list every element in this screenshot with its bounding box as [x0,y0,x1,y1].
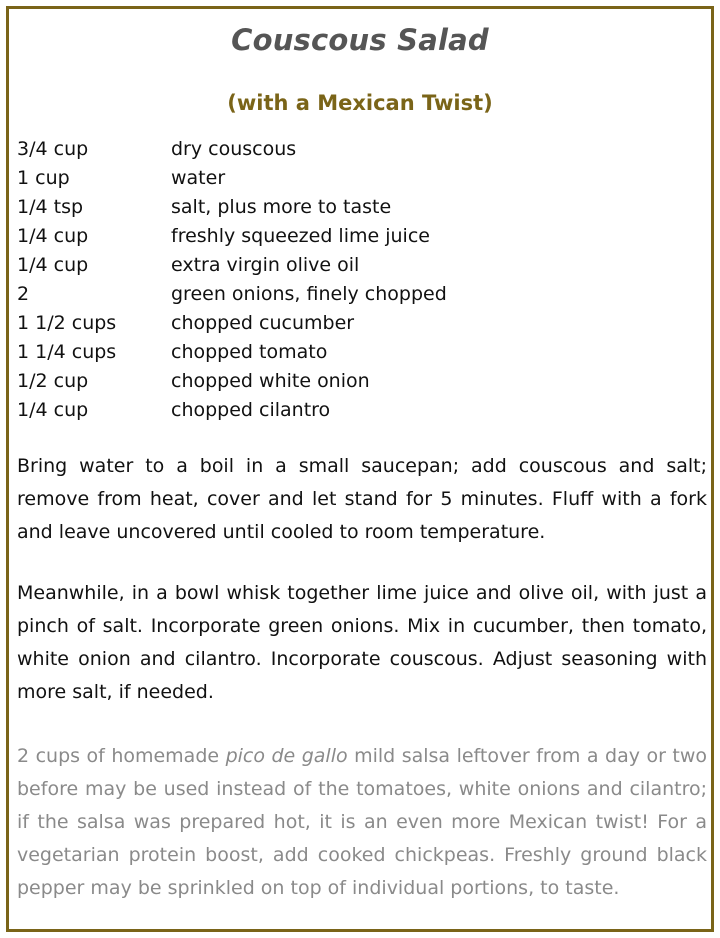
ingredient-quantity: 1 cup [17,167,70,189]
ingredient-row [17,367,697,396]
ingredient-quantity: 1/2 cup [17,370,89,392]
ingredient-row [17,135,697,164]
note-text-after: mild salsa leftover from a day or two before may be used instead of the tomatoes, white onions and cilantro; if the salsa was prepared hot, it is an even more Mexican twist! For a vegetarian protein boost, add cooked chickpeas. Freshly ground black pepper may be sprinkled on top of individual portions, to taste. [17,745,708,899]
recipe-subtitle: (with a Mexican Twist) [227,91,493,115]
ingredient-row [17,280,697,309]
ingredient-quantity: 1/4 cup [17,225,89,247]
ingredient-name: water [171,167,226,189]
ingredient-row [17,251,697,280]
ingredient-name: freshly squeezed lime juice [171,225,430,247]
instruction-step-1: Bring water to a boil in a small saucepan; add couscous and salt; remove from heat, cover and let stand for 5 minutes. Fluff with a fork and leave uncovered until cooled to room temperature. [17,455,707,543]
ingredient-row [17,164,697,193]
ingredient-quantity: 1 1/4 cups [17,341,117,363]
ingredient-row [17,309,697,338]
ingredient-row [17,193,697,222]
ingredient-name: chopped cilantro [171,399,331,421]
ingredient-row [17,222,697,251]
ingredient-row [17,338,697,367]
ingredient-name: dry couscous [171,138,297,160]
ingredient-name: extra virgin olive oil [171,254,360,276]
ingredient-list [17,135,697,425]
note-text-italic: pico de gallo [225,745,348,767]
recipe-title: Couscous Salad [231,23,489,57]
ingredient-name: salt, plus more to taste [171,196,392,218]
ingredient-quantity: 1 1/2 cups [17,312,117,334]
recipe-note [17,740,707,905]
instruction-step-2: Meanwhile, in a bowl whisk together lime juice and olive oil, with just a pinch of salt. Incorporate green onions. Mix in cucumber, then tomato, white onion and cilantro. Incorporate couscous. Adjust seasoning with more salt, if needed. [17,582,707,703]
ingredient-name: chopped white onion [171,370,370,392]
ingredient-quantity: 2 [17,283,30,305]
note-text-before: 2 cups of homemade [17,745,226,767]
ingredient-row [17,396,697,425]
ingredient-name: chopped tomato [171,341,328,363]
ingredient-quantity: 1/4 tsp [17,196,84,218]
ingredient-quantity: 1/4 cup [17,254,89,276]
ingredient-name: chopped cucumber [171,312,355,334]
ingredient-name: green onions, finely chopped [171,283,447,305]
recipe-card [6,6,714,932]
ingredient-quantity: 3/4 cup [17,138,89,160]
ingredient-quantity: 1/4 cup [17,399,89,421]
